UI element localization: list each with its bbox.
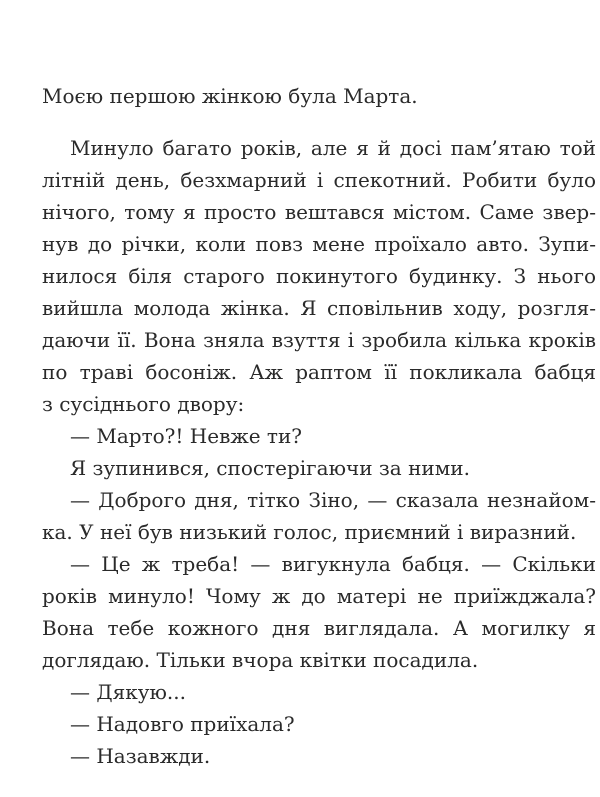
text-line: — Назавжди. <box>70 744 211 768</box>
text-line: з сусіднього двору: <box>42 392 245 416</box>
first-line: Моєю першою жінкою була Марта. <box>42 84 418 108</box>
text-line: років минуло! Чому ж до матері не приїжджала? <box>42 584 596 608</box>
text-line: ка. У неї був низький голос, приємний і виразний. <box>42 520 577 544</box>
text-line: — Це ж треба! — вигукнула бабця. — Скільки <box>70 552 596 576</box>
text-line: — Надовго приїхала? <box>70 712 295 736</box>
text-line: — Доброго дня, тітко Зіно, — сказала незнайом- <box>70 488 596 512</box>
text-line: доглядаю. Тільки вчора квітки посадила. <box>42 648 479 672</box>
document-page <box>42 80 598 772</box>
text-line: літній день, безхмарний і спекотний. Робити було <box>42 168 596 192</box>
text-line: по траві босоніж. Аж раптом її покликала бабця <box>42 360 596 384</box>
text-line: вийшла молода жінка. Я сповільнив ходу, розгля- <box>42 296 596 320</box>
text-line: Я зупинився, спостерігаючи за ними. <box>70 456 470 480</box>
text-block <box>42 132 598 772</box>
text-line: нічого, тому я просто вештався містом. Саме звер- <box>42 200 596 224</box>
text-line: нилося біля старого покинутого будинку. З нього <box>42 264 596 288</box>
text-line: — Марто?! Невже ти? <box>70 424 303 448</box>
text-line: — Дякую... <box>70 680 186 704</box>
text-line: даючи її. Вона зняла взуття і зробила кілька кроків <box>42 328 596 352</box>
text-line: Вона тебе кожного дня виглядала. А могилку я <box>42 616 596 640</box>
text-line: Минуло багато років, але я й досі пам’ятаю той <box>70 136 596 160</box>
text-line: нув до річки, коли повз мене проїхало авто. Зупи- <box>42 232 596 256</box>
